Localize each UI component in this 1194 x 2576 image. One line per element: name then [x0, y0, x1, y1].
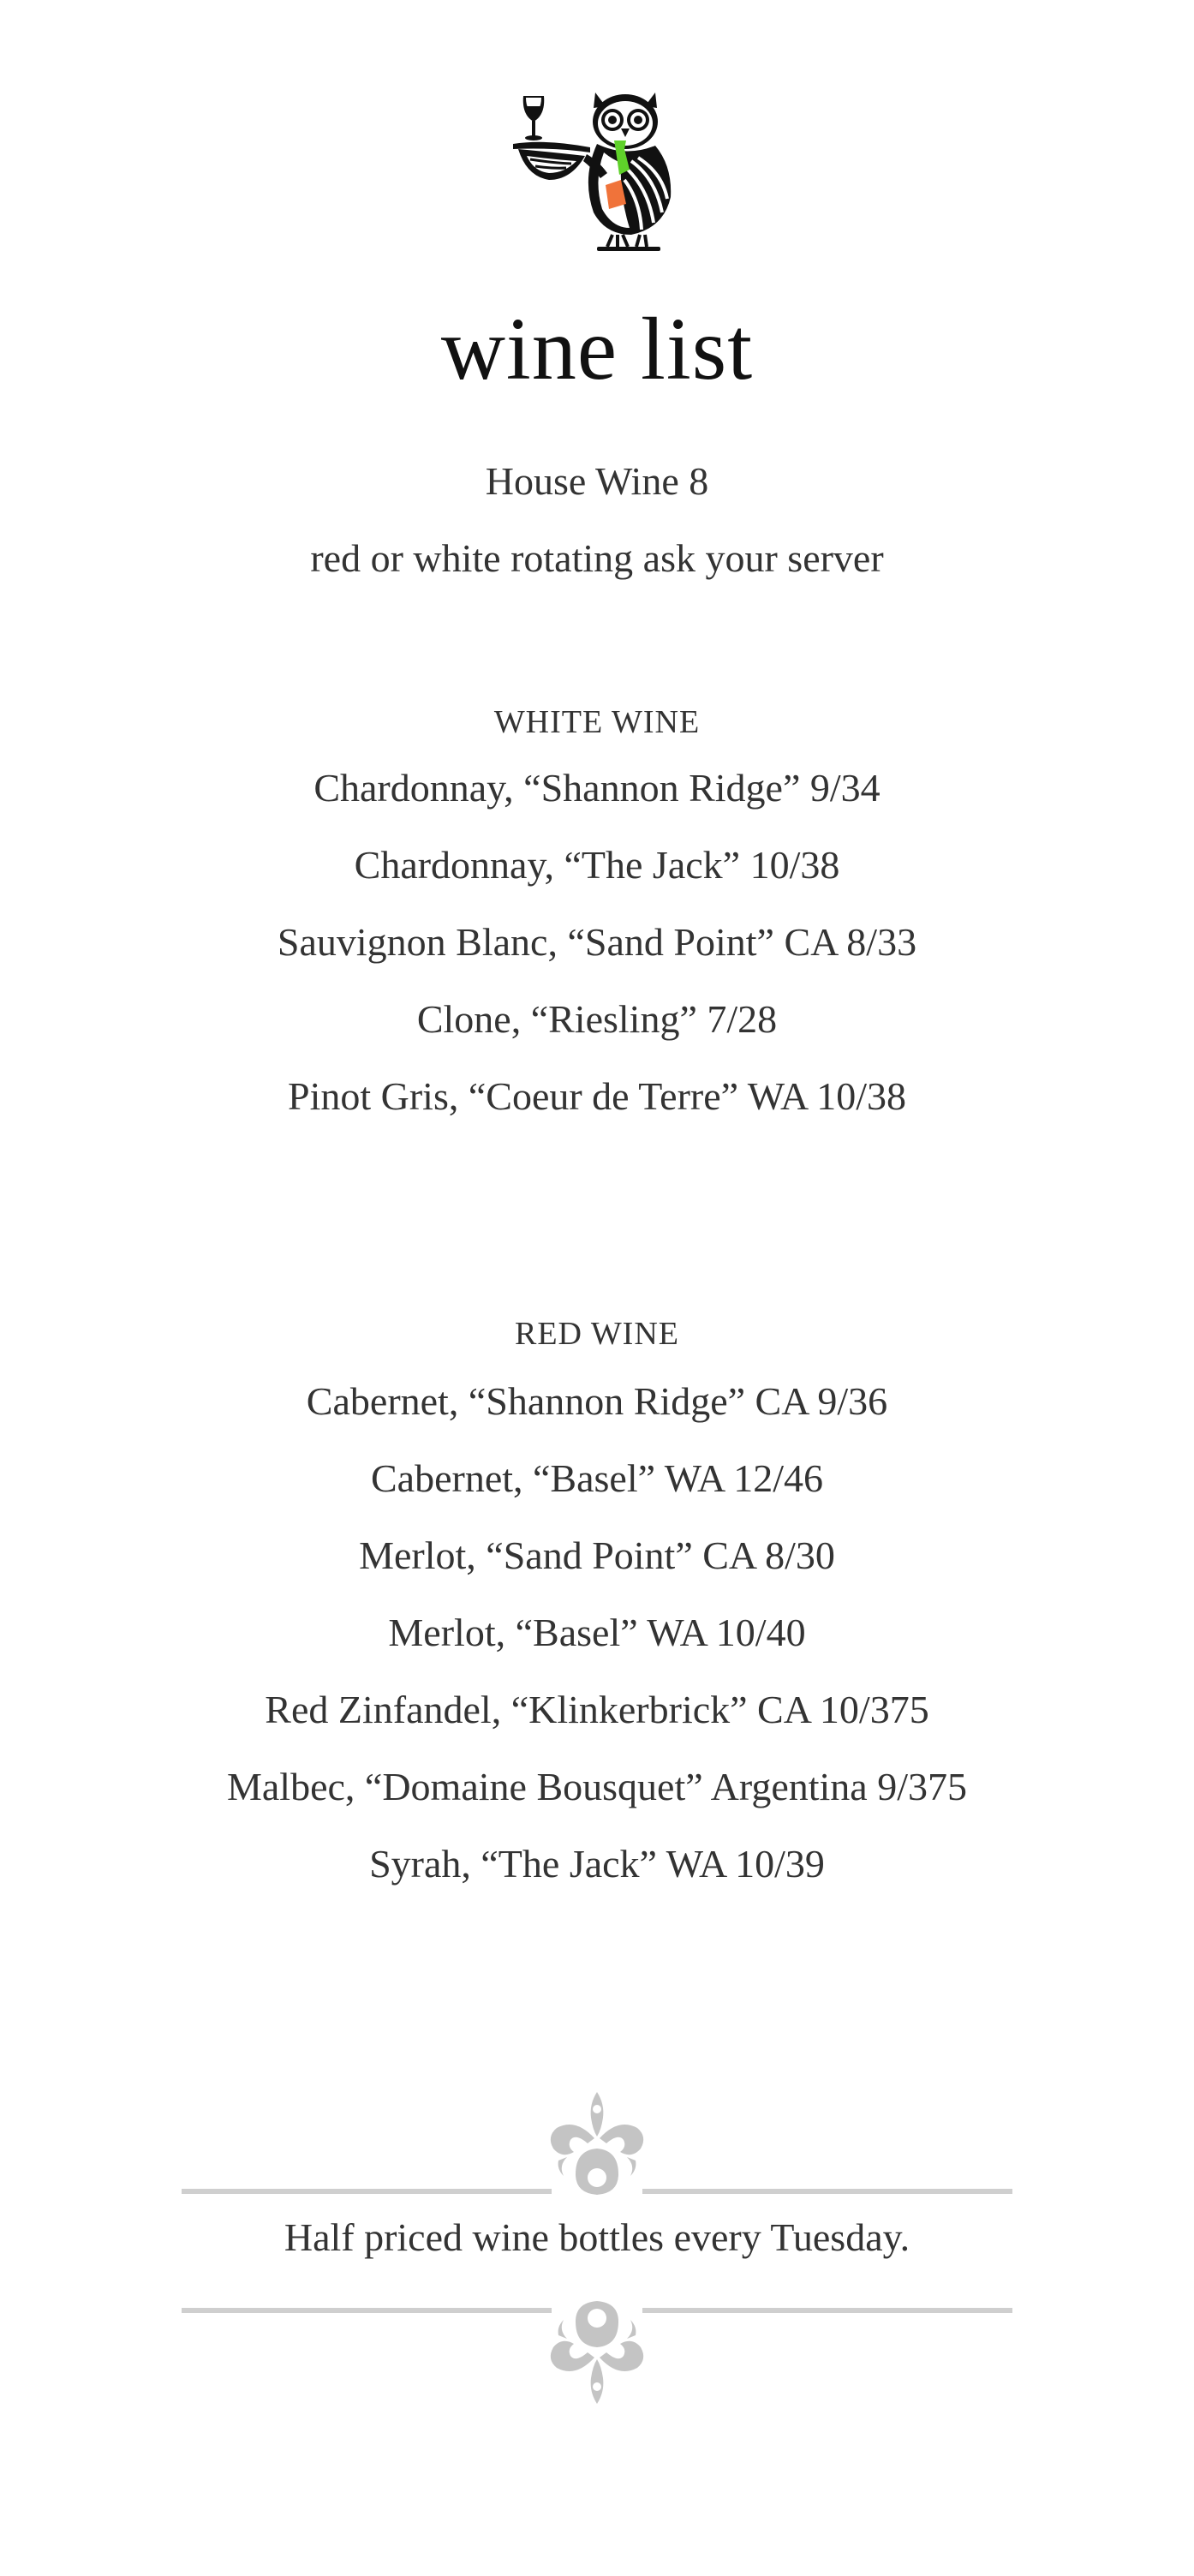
footer-rule-bottom-left — [182, 2308, 552, 2313]
white-wine-item: Sauvignon Blanc, “Sand Point” CA 8/33 — [277, 920, 917, 964]
promo-text: Half priced wine bottles every Tuesday. — [284, 2215, 910, 2259]
red-wine-item: Merlot, “Sand Point” CA 8/30 — [359, 1533, 835, 1577]
footer-rule-top-right — [642, 2189, 1012, 2194]
red-wine-item: Malbec, “Domaine Bousquet” Argentina 9/375 — [226, 1765, 967, 1808]
red-wine-item: Merlot, “Basel” WA 10/40 — [388, 1611, 806, 1654]
white-wine-item: Pinot Gris, “Coeur de Terre” WA 10/38 — [287, 1074, 906, 1118]
white-wine-item: Chardonnay, “Shannon Ridge” 9/34 — [313, 766, 881, 810]
white-wine-item: Chardonnay, “The Jack” 10/38 — [354, 843, 840, 887]
white-wine-heading: WHITE WINE — [493, 704, 701, 740]
red-wine-item: Red Zinfandel, “Klinkerbrick” CA 10/375 — [265, 1688, 929, 1731]
red-wine-item: Cabernet, “Basel” WA 12/46 — [370, 1456, 823, 1500]
footer-rule-top-left — [182, 2189, 552, 2194]
fleur-de-lis-ornament-icon — [541, 2092, 653, 2212]
house-wine-note: red or white rotating ask your server — [310, 536, 884, 580]
house-wine-price: House Wine 8 — [485, 459, 709, 503]
page-title: wine list — [440, 300, 754, 398]
red-wine-heading: RED WINE — [515, 1316, 679, 1352]
owl-sommelier-icon — [511, 84, 683, 255]
fleur-de-lis-ornament-icon — [541, 2284, 653, 2404]
white-wine-item: Clone, “Riesling” 7/28 — [416, 997, 778, 1041]
red-wine-item: Syrah, “The Jack” WA 10/39 — [369, 1842, 825, 1886]
red-wine-item: Cabernet, “Shannon Ridge” CA 9/36 — [306, 1379, 888, 1423]
footer-rule-bottom-right — [642, 2308, 1012, 2313]
